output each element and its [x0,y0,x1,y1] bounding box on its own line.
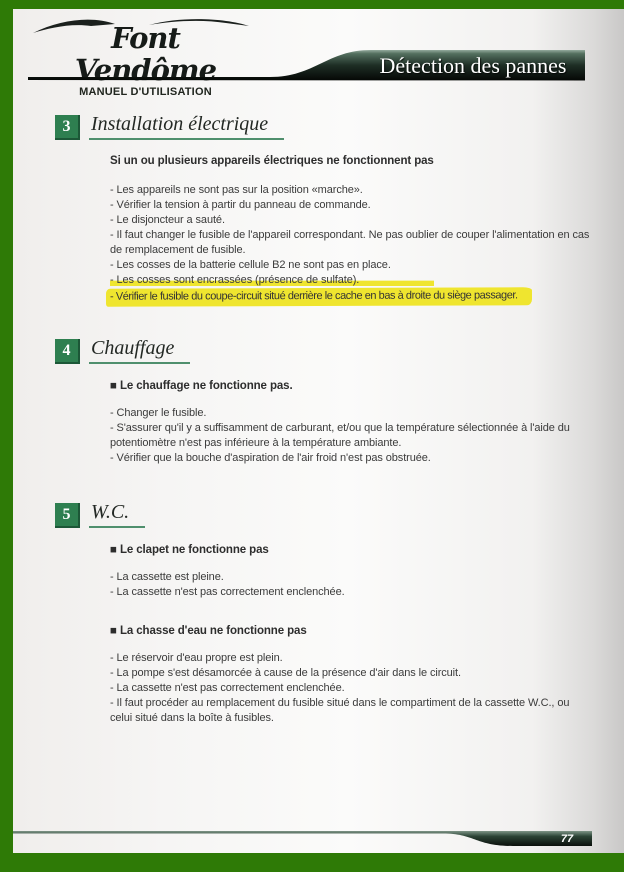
section-header [55,336,624,364]
list-item: - La cassette est pleine. [110,571,224,583]
subsection-heading: ■ Le clapet ne fonctionne pas [110,544,269,556]
list-item: - S'assurer qu'il y a suffisamment de carburant, et/ou que la température sélectionnée à l'aide du potentiomètre n'est pas inférieure à la température ambiante. [110,422,570,449]
list-item: - Il faut changer le fusible de l'appareil correspondant. Ne pas oublier de couper l'alimentation en cas de remplacement de fusible. [110,229,590,256]
logo-subtitle: MANUEL D'UTILISATION [79,86,212,98]
list-item: - Le disjoncteur a sauté. [110,214,225,226]
logo-title: Font Vendôme [74,21,217,87]
subsection-heading: ■ Le chauffage ne fonctionne pas. [110,380,293,392]
manual-page [13,9,624,853]
section-number-badge: 3 [55,115,80,140]
page-banner-title: Détection des pannes [379,53,567,78]
highlight-stroke: - Les cosses sont encrassées (présence de sulfate). [110,274,434,286]
list-item: - Les appareils ne sont pas sur la position «marche». [110,184,363,196]
section-wc [55,500,624,726]
list-item: - Vérifier la tension à partir du panneau de commande. [110,199,371,211]
section-header [55,500,624,528]
section-header [55,112,624,140]
list-item: - Vérifier que la bouche d'aspiration de l'air froid n'est pas obstruée. [110,452,431,464]
section-chauffage [55,336,624,466]
section-title: W.C. [89,500,145,528]
section-body [110,155,592,306]
section-title: Installation électrique [89,112,284,140]
subsection-heading: ■ La chasse d'eau ne fonctionne pas [110,625,307,637]
list-item: - Les cosses de la batterie cellule B2 ne sont pas en place. [110,259,391,271]
section-number-badge: 5 [55,503,80,528]
page-content [13,9,624,726]
section-intro: Si un ou plusieurs appareils électriques ne fonctionnent pas [110,155,434,167]
section-body [110,380,592,466]
list-item: - La pompe s'est désamorcée à cause de la présence d'air dans le circuit. [110,667,461,679]
footer-swoosh [13,831,592,847]
section-body [110,544,592,726]
page-number: 77 [560,833,574,845]
section-number-badge: 4 [55,339,80,364]
list-item: - Changer le fusible. [110,407,207,419]
list-item: - La cassette n'est pas correctement enclenchée. [110,586,345,598]
list-item: - La cassette n'est pas correctement enclenchée. [110,682,345,694]
list-item-highlighted-partial [110,273,592,288]
section-title: Chauffage [89,336,190,364]
section-installation-electrique [55,112,624,306]
list-item: - Le réservoir d'eau propre est plein. [110,652,283,664]
highlight-stroke: - Vérifier le fusible du coupe-circuit situé derrière le cache en bas à droite du siège passager. [106,287,532,306]
list-item-highlighted [110,288,592,306]
list-item: - Il faut procéder au remplacement du fusible situé dans le compartiment de la cassette W.C., ou celui situé dans la boîte à fusibles. [110,697,570,724]
